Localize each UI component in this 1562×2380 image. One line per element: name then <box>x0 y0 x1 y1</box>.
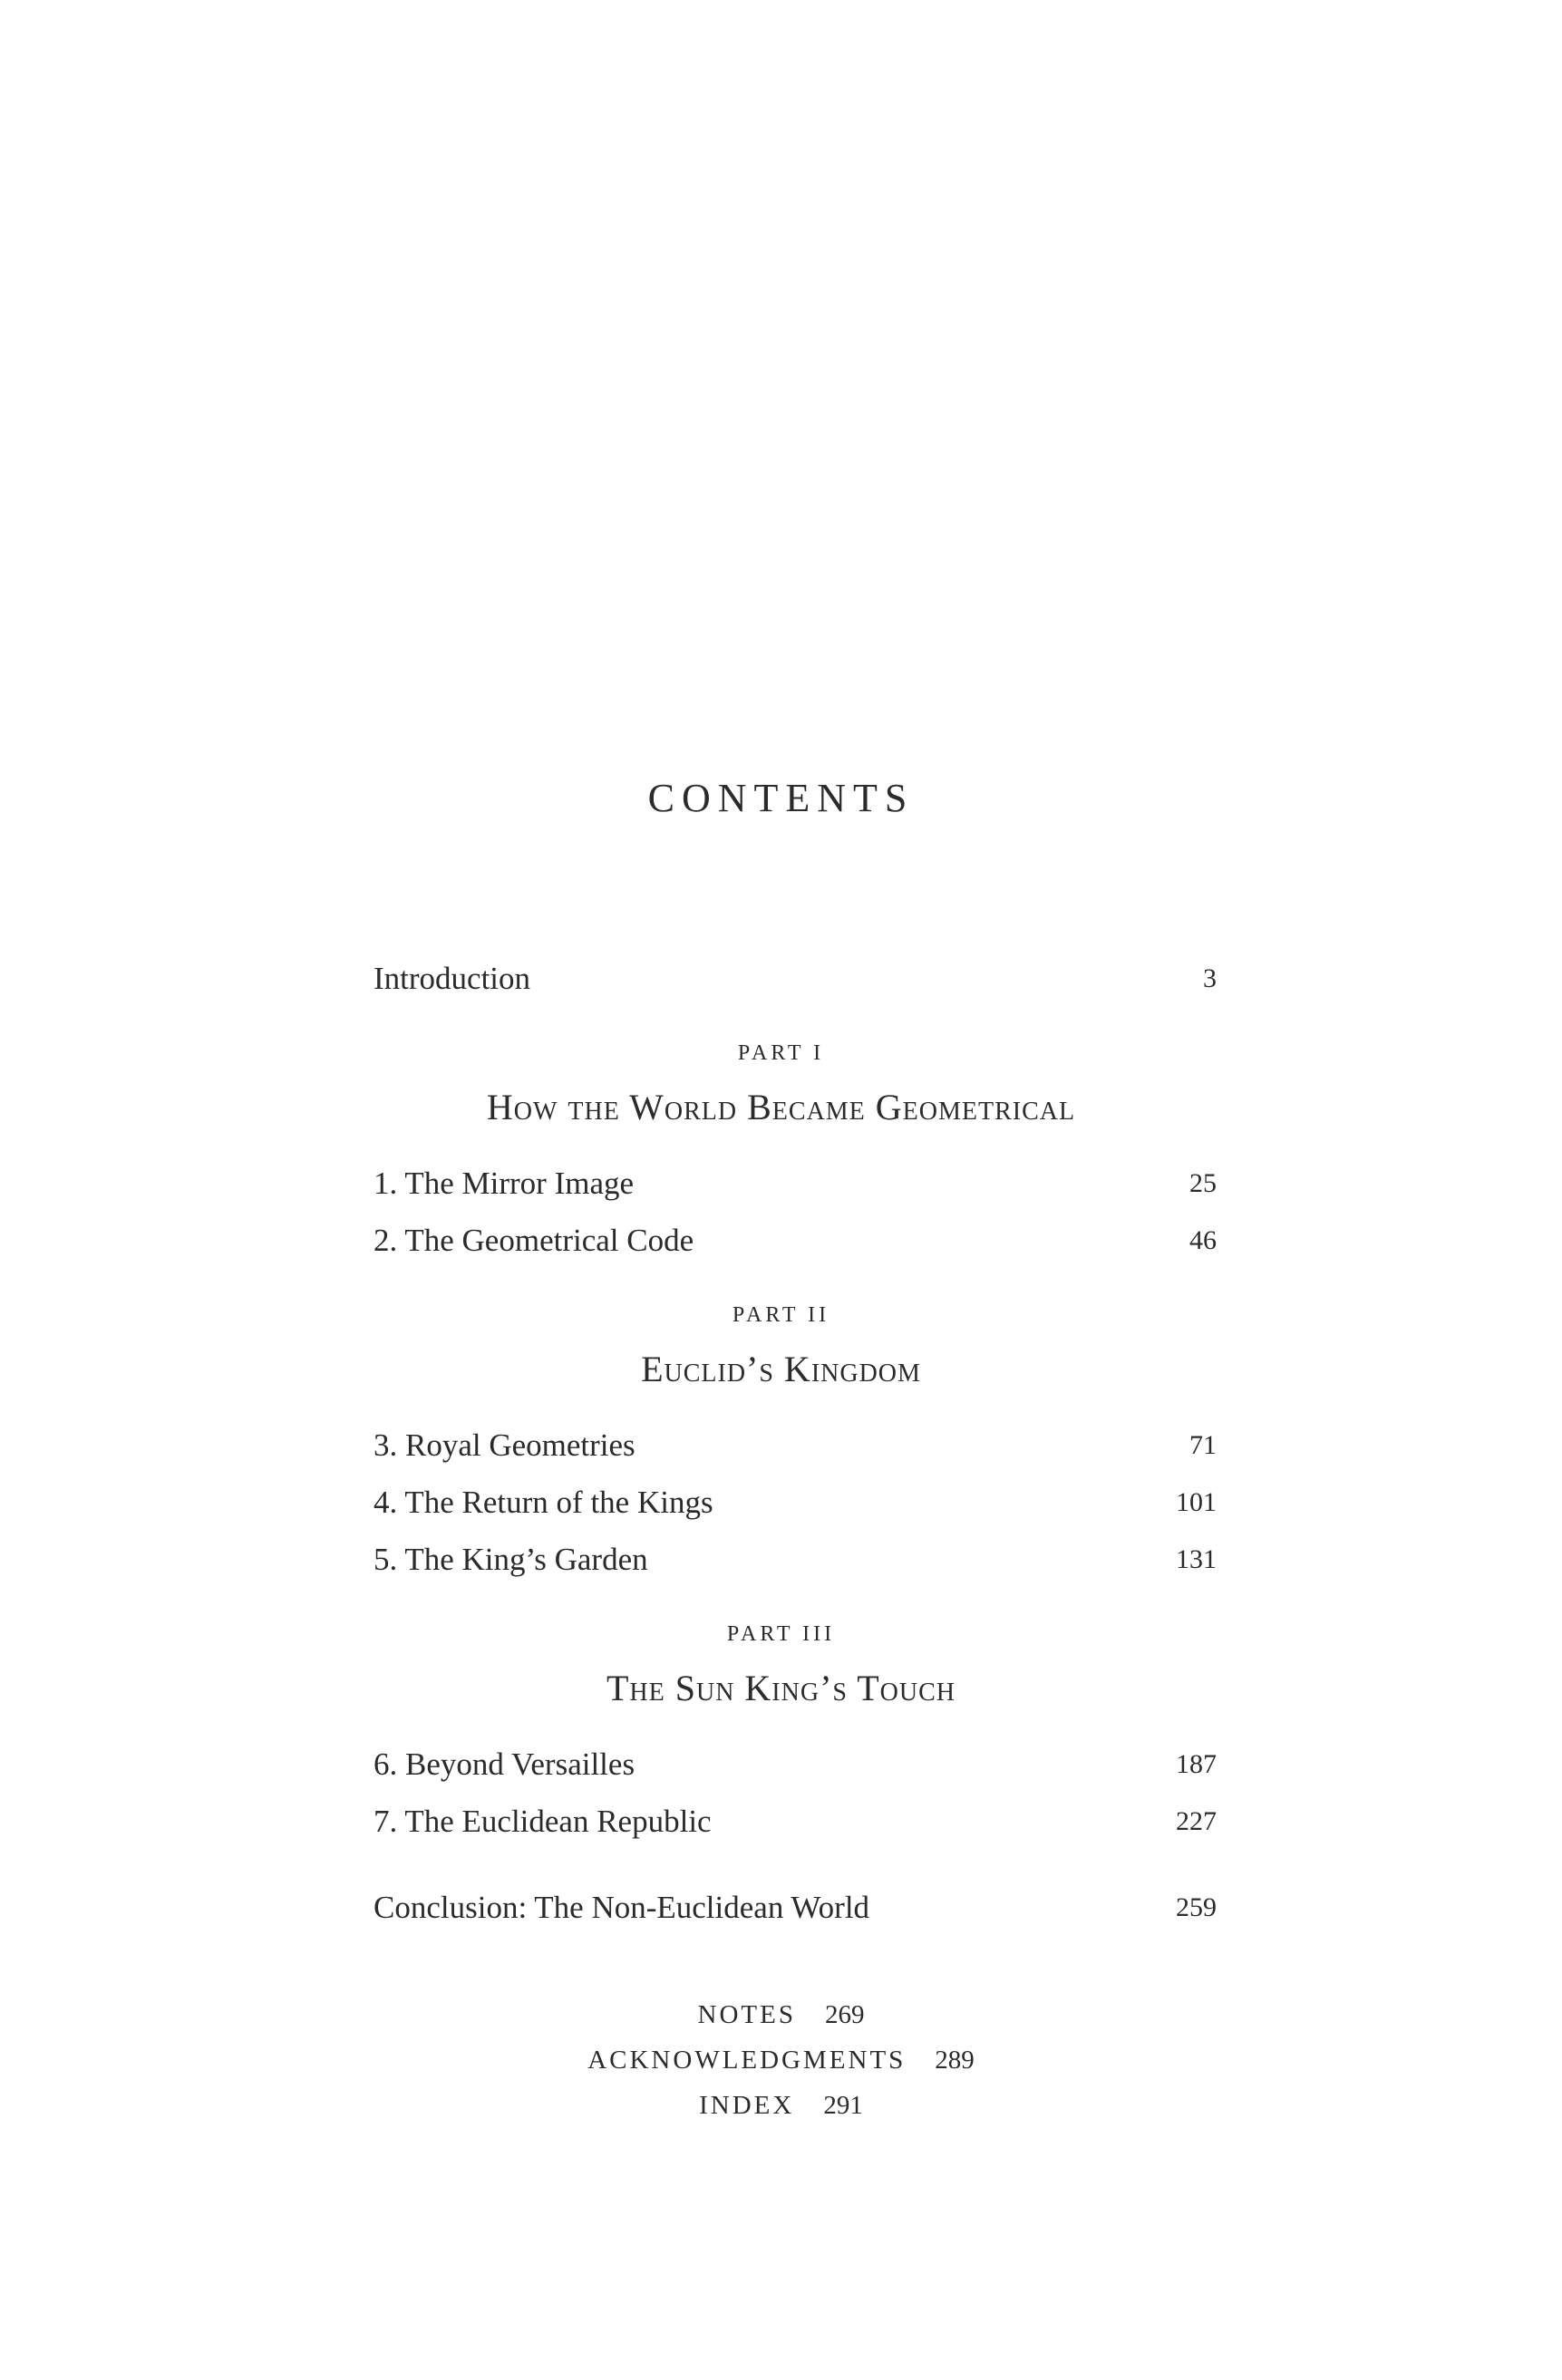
back-matter-entry <box>0 2044 1562 2076</box>
toc-entry-page: 25 <box>1189 1168 1217 1198</box>
back-matter-label: INDEX <box>699 2091 795 2120</box>
back-matter-entry <box>0 1998 1562 2031</box>
back-matter-page: 291 <box>823 2091 863 2120</box>
toc-entry-label: 4. The Return of the Kings <box>374 1485 713 1520</box>
toc-entry-label: 3. Royal Geometries <box>374 1427 635 1463</box>
contents-heading: CONTENTS <box>647 776 915 820</box>
toc-entry-label: Introduction <box>374 961 531 996</box>
toc-entry-page: 3 <box>1203 963 1217 993</box>
part-label: PART I <box>737 1041 825 1065</box>
back-matter-label: NOTES <box>697 2000 796 2029</box>
toc-entry-chapter <box>374 1483 1217 1523</box>
part-label: PART III <box>726 1622 836 1646</box>
toc-entry-label: Conclusion: The Non-Euclidean World <box>374 1890 870 1925</box>
back-matter-entry <box>0 2089 1562 2122</box>
toc-entry-label: 1. The Mirror Image <box>374 1166 635 1201</box>
toc-entry-page: 101 <box>1176 1487 1217 1517</box>
toc-entry-label: 6. Beyond Versailles <box>374 1746 635 1782</box>
toc-entry-page: 131 <box>1176 1544 1217 1574</box>
toc-entry-page: 46 <box>1189 1225 1217 1255</box>
part-title: The Sun King’s Touch <box>606 1668 956 1708</box>
toc-entry-page: 259 <box>1176 1892 1217 1922</box>
toc-entry-page: 227 <box>1176 1806 1217 1836</box>
toc-entry-introduction <box>374 959 1217 999</box>
toc-entry-label: 2. The Geometrical Code <box>374 1223 694 1258</box>
toc-entry-label: 7. The Euclidean Republic <box>374 1804 712 1839</box>
toc-entry-chapter <box>374 1164 1217 1204</box>
toc-entry-page: 187 <box>1176 1749 1217 1779</box>
toc-entry-chapter <box>374 1540 1217 1580</box>
toc-entry-chapter <box>374 1221 1217 1261</box>
toc-entry-chapter <box>374 1426 1217 1466</box>
back-matter-page: 269 <box>824 2000 865 2029</box>
toc-entry-label: 5. The King’s Garden <box>374 1542 648 1577</box>
back-matter-label: ACKNOWLEDGMENTS <box>587 2046 907 2075</box>
part-title: How the World Became Geometrical <box>486 1087 1076 1127</box>
toc-entry-chapter <box>374 1745 1217 1785</box>
back-matter-page: 289 <box>935 2046 975 2075</box>
toc-entry-page: 71 <box>1189 1430 1217 1460</box>
part-label: PART II <box>732 1303 830 1327</box>
toc-entry-conclusion <box>374 1888 1217 1928</box>
toc-entry-chapter <box>374 1802 1217 1842</box>
part-title: Euclid’s Kingdom <box>641 1349 921 1389</box>
